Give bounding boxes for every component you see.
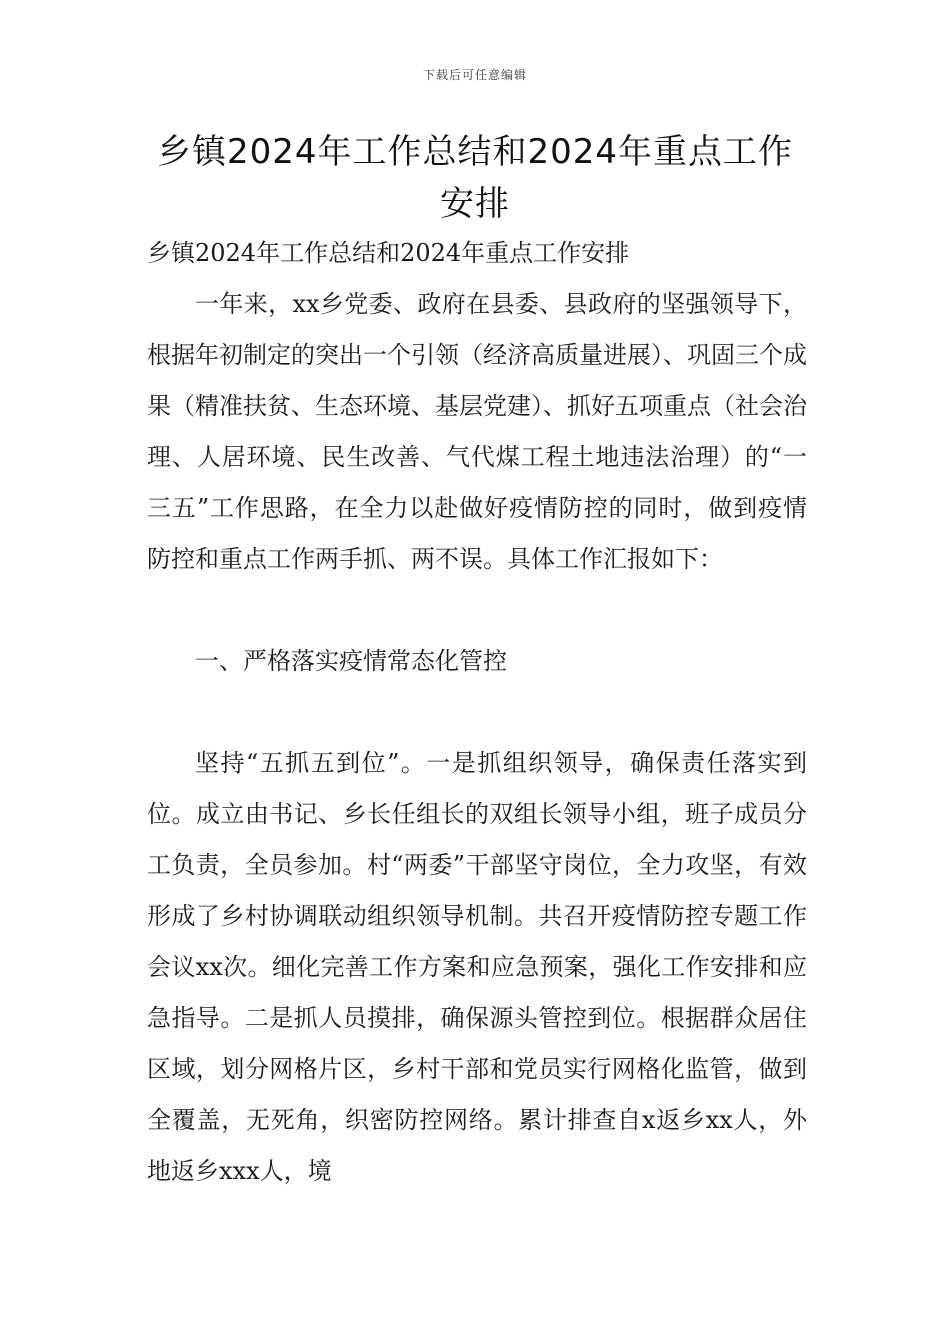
intro-paragraph: 一年来，xx乡党委、政府在县委、县政府的坚强领导下，根据年初制定的突出一个引领（经济高质量进展）、巩固三个成果（精准扶贫、生态环境、基层党建）、抓好五项重点（社会治理、人居环境、民生改善、气代煤工程土地违法治理）的“一三五”工作思路，在全力以赴做好疫情防控的同时，做到疫情防控和重点工作两手抓、两不误。具体工作汇报如下：: [147, 290, 807, 573]
header-note: 下载后可任意编辑: [422, 68, 527, 82]
document-title: 乡镇2024年工作总结和2024年重点工作安排: [156, 132, 794, 224]
document-body: [147, 228, 807, 1197]
document-subtitle: 乡镇2024年工作总结和2024年重点工作安排: [147, 239, 630, 267]
section-paragraph: 坚持“五抓五到位”。一是抓组织领导，确保责任落实到位。成立由书记、乡长任组长的双组长领导小组，班子成员分工负责，全员参加。村“两委”干部坚守岗位，全力攻坚，有效形成了乡村协调联动组织领导机制。共召开疫情防控专题工作会议xx次。细化完善工作方案和应急预案，强化工作安排和应急指导。二是抓人员摸排，确保源头管控到位。根据群众居住区域，划分网格片区，乡村干部和党员实行网格化监管，做到全覆盖，无死角，织密防控网络。累计排查自x返乡xx人，外地返乡xxx人，境: [147, 749, 807, 1185]
section-heading: 一、严格落实疫情常态化管控: [195, 647, 507, 675]
